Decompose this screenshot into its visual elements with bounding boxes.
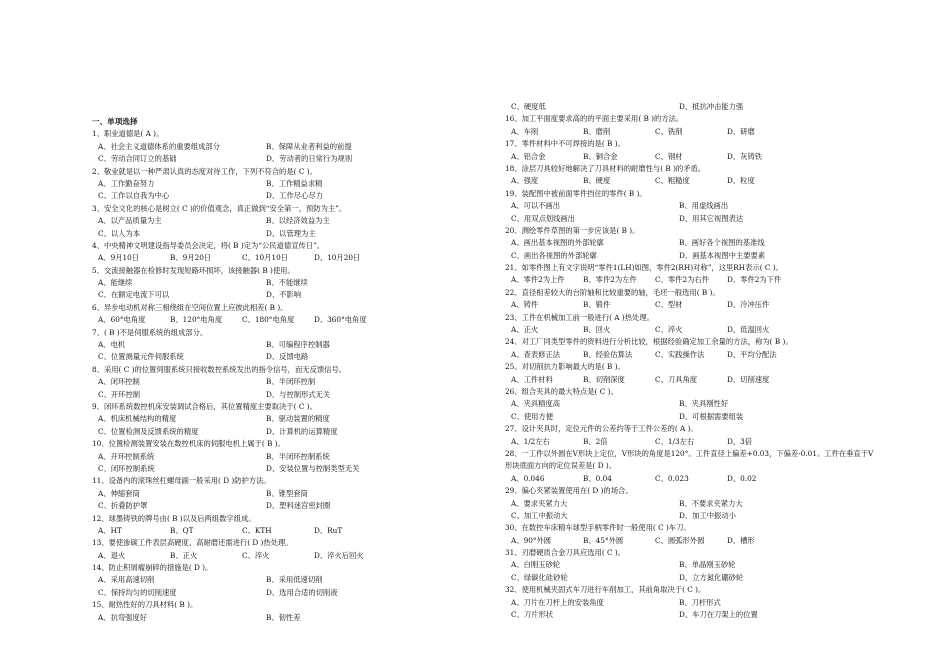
- question-stem: 15、耐热性好的刀具材料( B )。: [92, 600, 198, 610]
- option-text: B、硬度: [583, 176, 611, 186]
- option-text: C、加工中振动大: [511, 510, 568, 520]
- option-text: B、单晶刚玉砂轮: [679, 560, 736, 570]
- option-row: [505, 151, 915, 163]
- option-row: [92, 463, 464, 475]
- question-text: [505, 312, 915, 324]
- option-text: C、在额定电流下可以: [98, 290, 170, 300]
- option-text: C、实践操作法: [655, 349, 705, 359]
- option-text: B、铜合金: [583, 151, 618, 161]
- option-text: A、90°外圆: [511, 535, 552, 545]
- option-text: A、HT: [98, 525, 122, 535]
- question-text: [92, 475, 464, 487]
- option-text: D、灰铸铁: [727, 151, 763, 161]
- option-text: A、强度: [511, 176, 539, 186]
- option-text: B、2倍: [583, 436, 608, 446]
- option-row: [92, 190, 464, 202]
- option-row: [505, 535, 915, 547]
- option-text: A、退火: [98, 550, 126, 560]
- option-text: D、安装位置与控制类型无关: [266, 463, 360, 473]
- option-text: D、淬火后回火: [314, 550, 364, 560]
- option-row: [505, 175, 915, 187]
- question-stem: 7、( B )不是伺服系统的组成部分。: [92, 327, 208, 337]
- question-text: [92, 128, 464, 140]
- question-text: [92, 327, 464, 339]
- option-text: B、磨削: [583, 126, 611, 136]
- question-stem: 19、装配图中被前面零件挡住的零件( B )。: [505, 188, 647, 198]
- question-text: [92, 364, 464, 376]
- question-text: [505, 163, 915, 175]
- option-text: C、10月10日: [242, 253, 289, 263]
- option-row: [92, 500, 464, 512]
- option-text: D、0.02: [727, 473, 757, 483]
- option-text: B、画好各个视图的基准线: [679, 238, 765, 248]
- question-text: [505, 361, 915, 373]
- option-row: [92, 277, 464, 289]
- option-text: B、锻件: [583, 300, 611, 310]
- option-text: B、120°电角度: [170, 315, 223, 325]
- question-stem: 27、设计夹具时，定位元件的公差约等于工件公差的( A )。: [505, 424, 698, 434]
- option-row: [505, 572, 915, 584]
- option-text: D、立方氮化硼砂轮: [679, 572, 744, 582]
- option-row: [92, 550, 464, 562]
- question-stem: 32、使用机械夹固式车刀进行车削加工，其前角取决于( C )。: [505, 585, 706, 595]
- option-text: C、开环控制: [98, 389, 141, 399]
- option-text: A、0.046: [511, 473, 545, 483]
- option-text: A、零件2为上件: [511, 275, 565, 285]
- option-row: [505, 559, 915, 571]
- option-text: D、用其它视图表达: [679, 213, 744, 223]
- option-row: [505, 436, 915, 448]
- option-text: C、零件2为右件: [655, 275, 710, 285]
- option-text: D、加工中振动小: [679, 510, 736, 520]
- option-text: C、折叠防护罩: [98, 501, 148, 511]
- option-text: C、淬火: [242, 550, 270, 560]
- option-text: A、画出基本视图的外部轮廓: [511, 238, 604, 248]
- question-text: [505, 113, 915, 125]
- question-text: [505, 386, 915, 398]
- section-title-text: 一、单项选择: [92, 117, 138, 126]
- option-row: [505, 609, 915, 621]
- question-text: [505, 485, 915, 497]
- option-text: D、劳动者的日常行为规则: [266, 154, 353, 164]
- option-text: A、以产品质量为主: [98, 216, 162, 226]
- question-stem: 1、职业道德是( A )。: [92, 129, 164, 139]
- option-text: A、正火: [511, 325, 539, 335]
- left-column: [92, 116, 464, 624]
- option-text: C、0.023: [655, 473, 689, 483]
- question-stem: 2、敬业就是以一种严肃认真的态度对待工作，下列不符合的是( C )。: [92, 166, 317, 176]
- option-text: B、驱动装置的精度: [266, 414, 330, 424]
- option-text: B、45°外圆: [583, 535, 624, 545]
- option-text: D、360°电角度: [314, 315, 367, 325]
- option-text: A、刀片在刀杆上的安装角度: [511, 597, 604, 607]
- option-text: A、伸缩套筒: [98, 488, 140, 498]
- option-text: C、劳动合同订立的基础: [98, 154, 177, 164]
- option-row: [505, 374, 915, 386]
- option-text: C、粗糙度: [655, 176, 690, 186]
- option-row: [505, 398, 915, 410]
- option-text: B、0.04: [583, 473, 612, 483]
- option-text: A、白刚玉砂轮: [511, 560, 561, 570]
- option-text: A、机床机械结构的精度: [98, 414, 177, 424]
- option-row: [505, 498, 915, 510]
- question-text: [505, 188, 915, 200]
- option-row: [92, 351, 464, 363]
- question-text: [92, 599, 464, 611]
- question-text: [505, 262, 915, 274]
- option-row: [92, 228, 464, 240]
- option-row: [92, 587, 464, 599]
- option-row: [92, 426, 464, 438]
- option-text: B、正火: [170, 550, 198, 560]
- option-text: C、圆弧形外圆: [655, 535, 705, 545]
- option-text: A、60°电角度: [98, 315, 146, 325]
- question-stem: 23、工件在机械加工前一般进行( A )热处理。: [505, 312, 654, 322]
- option-text: A、夹具精度高: [511, 399, 561, 409]
- option-text: D、画基本视图中主要要素: [679, 250, 766, 260]
- question-stem: 24、对工厂同类型零件的资料进行分析比较，根据经验确定加工余量的方法，称为( B )。: [505, 337, 793, 347]
- option-text: D、反馈电路: [266, 352, 309, 362]
- question-stem: 11、设备内的滚珠丝杠螺母副一般采用( D )防护方法。: [92, 476, 271, 486]
- option-text: D、可根据需要组装: [679, 411, 744, 421]
- option-text: C、工作以自我为中心: [98, 191, 170, 201]
- question-stem: 18、涂层刀具较好地解决了刀具材料的耐磨性与( B )的矛盾。: [505, 163, 706, 173]
- option-text: B、回火: [583, 325, 611, 335]
- question-stem: 22、直径相差较大的台阶轴和比较重要的轴，毛坯一般选用( B )。: [505, 287, 720, 297]
- option-text: D、平均分配法: [727, 349, 777, 359]
- option-text: B、9月20日: [170, 253, 212, 263]
- option-text: A、1/2左右: [511, 436, 550, 446]
- option-text: A、采用高速切削: [98, 575, 155, 585]
- option-text: B、半闭环控制系统: [266, 451, 330, 461]
- question-stem: 20、测绘零件草图的第一步应该是( B )。: [505, 225, 640, 235]
- option-text: B、锥型套筒: [266, 488, 308, 498]
- option-text: C、刀具角度: [655, 374, 698, 384]
- option-row: [92, 252, 464, 264]
- question-text: [92, 302, 464, 314]
- option-text: D、工作尽心尽力: [266, 191, 323, 201]
- question-stem: 28、一工件以外圆在V形块上定位，V形块的角度是120°。工件直径上偏差+0.03，下偏差-0.01。工件在垂直于V: [505, 448, 874, 458]
- option-text: C、铣削: [655, 126, 683, 136]
- option-text: A、能继续: [98, 278, 133, 288]
- option-text: C、绿碳化硅砂轮: [511, 572, 568, 582]
- option-text: D、抵抗冲击能力强: [679, 102, 744, 111]
- question-stem: 8、采用( C )的位置伺服系统只接收数控系统发出的指令信号，而无反馈信号。: [92, 364, 347, 374]
- option-text: A、可以不画出: [511, 201, 561, 211]
- option-row: [92, 574, 464, 586]
- option-row: [92, 314, 464, 326]
- option-row: [92, 339, 464, 351]
- option-text: C、用双点划线画出: [511, 213, 575, 223]
- option-row: [505, 299, 915, 311]
- question-text: [92, 240, 464, 252]
- option-row: [92, 289, 464, 301]
- option-text: A、要求夹紧力大: [511, 498, 568, 508]
- option-text: B、不能继续: [266, 278, 308, 288]
- option-text: C、使用方便: [511, 411, 554, 421]
- option-text: D、不影响: [266, 290, 302, 300]
- option-text: A、工件材料: [511, 374, 553, 384]
- question-text: [92, 438, 464, 450]
- option-text: D、塑料迷宫密封圈: [266, 501, 331, 511]
- question-stem-continued: 形块底面方向的定位误差是( D )。: [505, 461, 617, 471]
- option-text: A、工作勤奋努力: [98, 178, 155, 188]
- option-text: A、开环控制系统: [98, 451, 155, 461]
- question-stem: 25、对切削抗力影响最大的是( B )。: [505, 362, 625, 372]
- option-row: [92, 141, 464, 153]
- question-stem: 9、闭环系统数控机床安装调试合格后，其位置精度主要取决于( C )。: [92, 401, 317, 411]
- option-text: A、查表修正法: [511, 349, 561, 359]
- question-text: [505, 584, 915, 596]
- option-row: [92, 376, 464, 388]
- option-text: D、研磨: [727, 126, 755, 136]
- option-row: [92, 451, 464, 463]
- option-row: [505, 411, 915, 423]
- option-row: [505, 473, 915, 485]
- option-row: [505, 250, 915, 262]
- option-text: B、可编程序控制器: [266, 340, 330, 350]
- question-text: [92, 401, 464, 413]
- option-text: A、电机: [98, 340, 126, 350]
- option-text: C、闭环控制系统: [98, 463, 155, 473]
- option-text: B、用虚线画出: [679, 201, 729, 211]
- option-text: D、10月20日: [314, 253, 361, 263]
- question-stem: 4、中央精神文明建设指导委员会决定，将( B )定为“公民道德宣传日”。: [92, 240, 325, 250]
- option-text: A、车削: [511, 126, 539, 136]
- question-text: [92, 562, 464, 574]
- option-text: A、闭环控制: [98, 377, 140, 387]
- question-text: [505, 225, 915, 237]
- option-text: B、半闭环控制: [266, 377, 316, 387]
- option-row: [505, 213, 915, 225]
- option-text: D、槽形: [727, 535, 755, 545]
- option-row: [92, 215, 464, 227]
- option-text: D、以管理为主: [266, 228, 316, 238]
- option-text: B、韧性差: [266, 612, 301, 622]
- option-text: D、低温回火: [727, 325, 770, 335]
- option-text: B、刀杆形式: [679, 597, 721, 607]
- option-text: D、切削速度: [727, 374, 770, 384]
- option-row: [92, 178, 464, 190]
- option-text: C、硬度低: [511, 102, 546, 111]
- question-stem: 29、偏心夹紧装置使用在( D )的场合。: [505, 486, 633, 496]
- option-row: [92, 488, 464, 500]
- option-text: A、抗弯强度好: [98, 612, 148, 622]
- option-row: [505, 200, 915, 212]
- question-text: [505, 423, 915, 435]
- option-text: C、画出各视图的外部轮廓: [511, 250, 597, 260]
- question-stem: 14、防止积屑瘤崩碎的措施是( D )。: [92, 563, 213, 573]
- option-text: C、位置检测及反馈系统的精度: [98, 426, 199, 436]
- option-text: B、经验估算法: [583, 349, 633, 359]
- option-text: C、钢材: [655, 151, 683, 161]
- option-text: C、1/3左右: [655, 436, 695, 446]
- question-stem: 13、要使渗碳工件表层高硬度、高耐磨还需进行( D )热处理。: [92, 538, 293, 548]
- question-stem: 17、零件材料中不可焊接的是( B )。: [505, 139, 625, 149]
- option-row: [92, 525, 464, 537]
- option-row: [505, 324, 915, 336]
- option-text: B、零件2为左件: [583, 275, 637, 285]
- option-text: D、零件2为下件: [727, 275, 782, 285]
- question-stem: 16、加工平面度要求高的的平面主要采用( B )的方法。: [505, 114, 684, 124]
- question-text: [92, 513, 464, 525]
- option-text: C、180°电角度: [242, 315, 295, 325]
- option-text: D、计算机的运算精度: [266, 426, 338, 436]
- option-text: A、9月10日: [98, 253, 140, 263]
- option-text: C、型材: [655, 300, 683, 310]
- question-stem: 31、刃磨硬质合金刀具应选用( C )。: [505, 548, 626, 558]
- section-title: [92, 116, 464, 128]
- option-text: A、铝合金: [511, 151, 546, 161]
- option-text: B、工作精益求精: [266, 178, 323, 188]
- question-text: [505, 448, 915, 460]
- question-stem: 12、球墨铸铁的牌号由( B )以及后两组数字组成。: [92, 513, 256, 523]
- right-column: [505, 101, 915, 621]
- question-text: [92, 265, 464, 277]
- option-text: B、不要求夹紧力大: [679, 498, 743, 508]
- option-text: A、铸件: [511, 300, 539, 310]
- question-text: [505, 287, 915, 299]
- option-text: D、RuT: [314, 525, 343, 535]
- option-text: C、KTH: [242, 525, 272, 535]
- question-stem: 30、在数控车床精车球型手柄零件时一般使用( C )车刀。: [505, 523, 691, 533]
- option-row: [505, 349, 915, 361]
- option-text: B、夹具刚性好: [679, 399, 729, 409]
- option-row: [92, 153, 464, 165]
- option-row: [505, 274, 915, 286]
- question-text: [92, 203, 464, 215]
- option-row: [505, 126, 915, 138]
- question-stem: 26、组合夹具的最大特点是( C )。: [505, 386, 618, 396]
- question-stem: 10、位置检测装置安装在数控机床的伺服电机上属于( B )。: [92, 439, 285, 449]
- question-stem: 6、异步电动机对称三相绕组在空间位置上应彼此相差( B )。: [92, 302, 288, 312]
- option-text: B、以经济效益为主: [266, 216, 330, 226]
- option-row: [505, 101, 915, 113]
- question-stem: 5、交流接触器在检修时发现短路环损坏，该接触器( B )使用。: [92, 265, 295, 275]
- option-text: C、淬火: [655, 325, 683, 335]
- option-text: D、3倍: [727, 436, 753, 446]
- option-row: [505, 597, 915, 609]
- option-text: D、车刀在刀架上的位置: [679, 610, 758, 620]
- option-text: D、选用合适的切削液: [266, 587, 338, 597]
- option-text: D、冷冲压件: [727, 300, 770, 310]
- option-row: [92, 389, 464, 401]
- option-text: D、与控制形式无关: [266, 389, 331, 399]
- question-text: [92, 166, 464, 178]
- question-text-continued: [505, 460, 915, 472]
- option-text: B、保障从业者利益的前提: [266, 141, 352, 151]
- option-row: [505, 237, 915, 249]
- option-text: B、QT: [170, 525, 194, 535]
- option-text: A、社会主义道德体系的重要组成部分: [98, 141, 221, 151]
- option-text: C、保持均匀的切削速度: [98, 587, 177, 597]
- question-text: [505, 336, 915, 348]
- question-text: [505, 522, 915, 534]
- question-stem: 21、如零件图上有文字说明“零件1(LH)如图，零件2(RH)对称”，这里RH表示( C )。: [505, 263, 783, 273]
- question-stem: 3、安全文化的核心是树立( C )的价值观念，真正做到“安全第一，预防为主”。: [92, 203, 347, 213]
- option-row: [505, 510, 915, 522]
- option-text: C、刀片形状: [511, 610, 554, 620]
- option-text: B、采用低速切削: [266, 575, 323, 585]
- question-text: [505, 138, 915, 150]
- question-text: [505, 547, 915, 559]
- option-row: [92, 413, 464, 425]
- option-text: B、切削深度: [583, 374, 625, 384]
- option-text: C、以人为本: [98, 228, 141, 238]
- option-text: D、粒度: [727, 176, 755, 186]
- question-text: [92, 537, 464, 549]
- option-row: [92, 612, 464, 624]
- option-text: C、位置测量元件伺服系统: [98, 352, 184, 362]
